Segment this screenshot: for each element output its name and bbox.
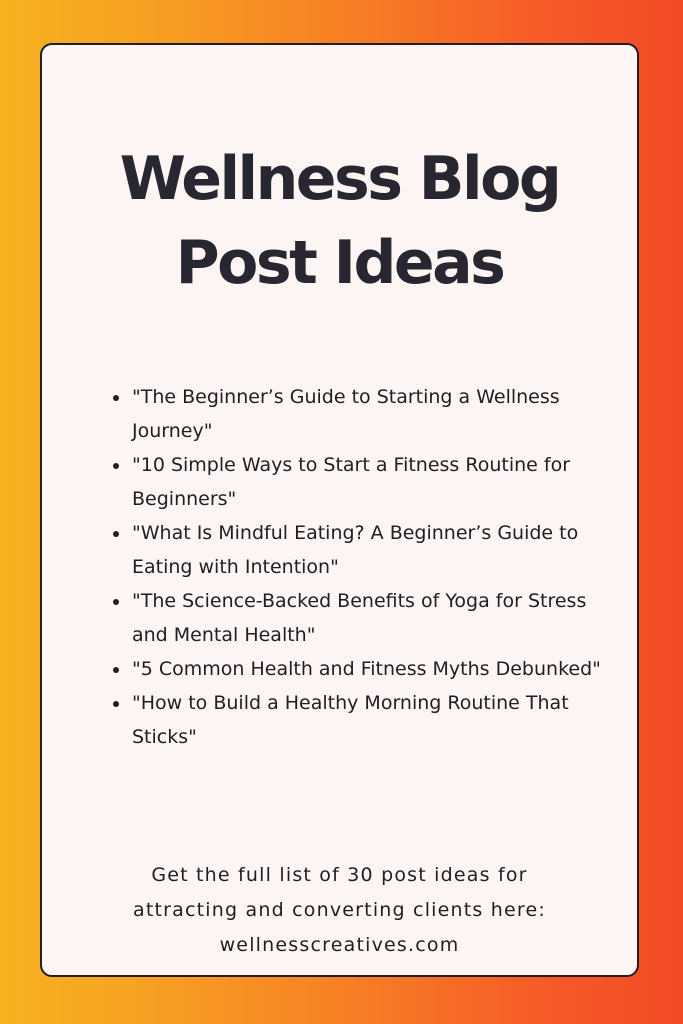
list-item [132,516,612,584]
list-item [132,652,612,686]
website-link[interactable]: wellnesscreatives.com [219,934,460,956]
list-item-text: "10 Simple Ways to Start a Fitness Routine for Beginners" [132,454,571,510]
call-to-action [62,858,617,963]
bullet-icon [113,463,119,469]
bullet-icon [113,599,119,605]
list-item [132,380,612,448]
list-item [132,584,612,652]
list-item [132,448,612,516]
list-item-text: "What Is Mindful Eating? A Beginner’s Guide to Eating with Intention" [132,522,579,578]
page-title [42,137,637,305]
bullet-icon [113,667,119,673]
bullet-icon [113,701,119,707]
list-item-text: "How to Build a Healthy Morning Routine That Sticks" [132,692,569,748]
cta-line-2: attracting and converting clients here: [133,899,546,921]
bullet-icon [113,395,119,401]
cta-line-1: Get the full list of 30 post ideas for [151,864,528,886]
post-ideas-list [132,380,612,754]
list-item-text: "The Beginner’s Guide to Starting a Wellness Journey" [132,386,560,442]
bullet-icon [113,531,119,537]
title-line-1: Wellness Blog [119,144,560,214]
list-item [132,686,612,754]
title-line-2: Post Ideas [175,228,504,298]
content-card [40,43,639,977]
list-item-text: "5 Common Health and Fitness Myths Debunked" [132,658,601,680]
list-item-text: "The Science-Backed Benefits of Yoga for Stress and Mental Health" [132,590,587,646]
